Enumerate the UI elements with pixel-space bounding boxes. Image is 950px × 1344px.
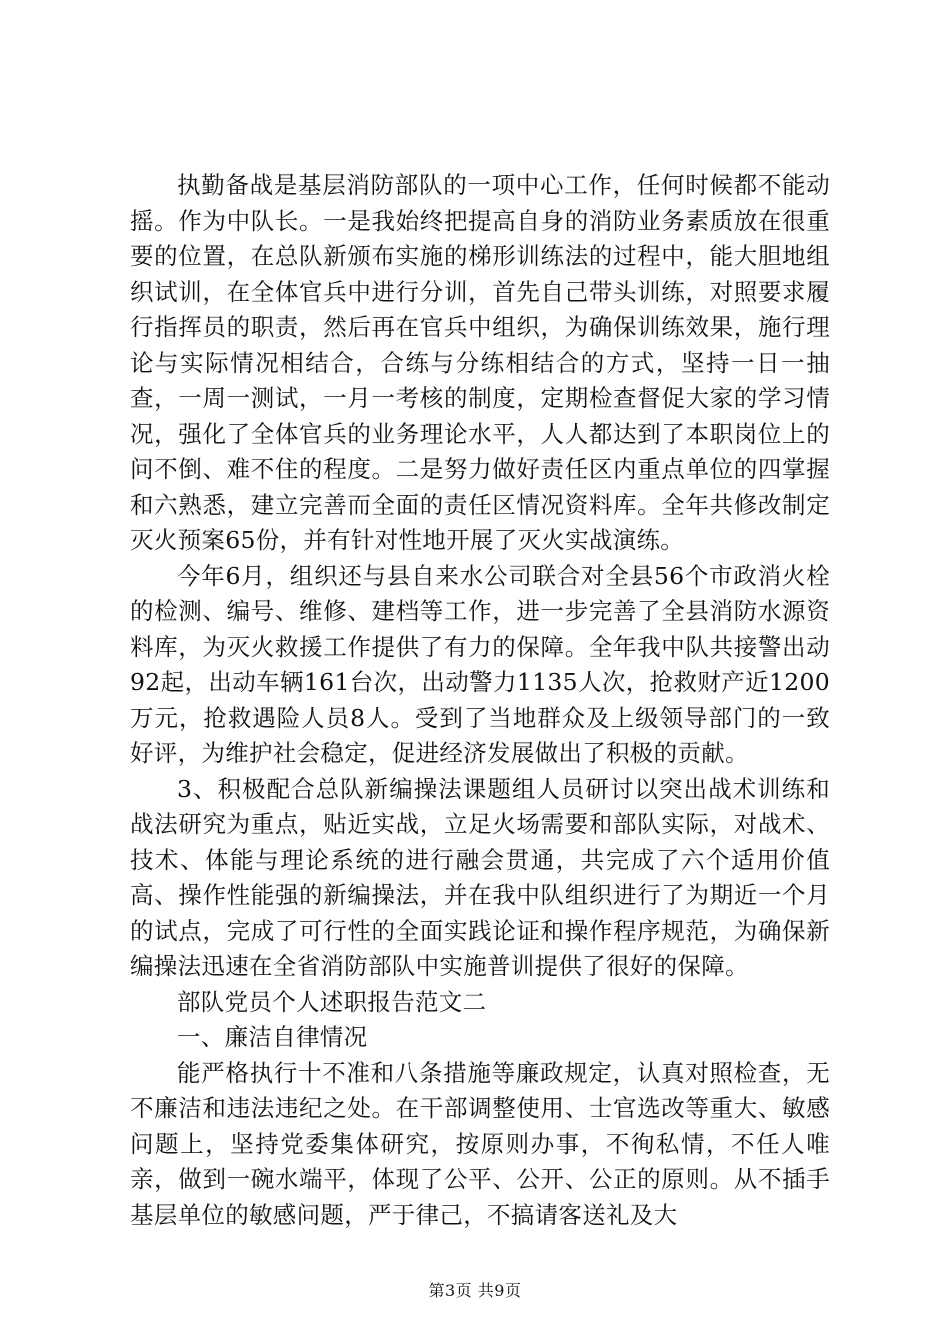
paragraph-june-hydrants: 今年6月，组织还与县自来水公司联合对全县56个市政消火栓的检测、编号、维修、建档等工作，进一步完善了全县消防水源资料库，为灭火救援工作提供了有力的保障。全年我中队共接警出动92起，出动车辆161台次，出动警力1135人次，抢救财产近1200万元，抢救遇险人员8人。受到了当地群众及上级领导部门的一致好评，为维护社会稳定，促进经济发展做出了积极的贡献。 [130, 561, 830, 767]
paragraph-integrity: 能严格执行十不准和八条措施等廉政规定，认真对照检查，无不廉洁和违法违纪之处。在干部调整使用、士官选改等重大、敏感问题上，坚持党委集体研究，按原则办事，不徇私情，不任人唯亲，做到一碗水端平，体现了公平、公开、公正的原则。从不插手基层单位的敏感问题，严于律己，不搞请客送礼及大 [130, 1058, 830, 1229]
subsection-heading: 一、廉洁自律情况 [177, 1023, 368, 1051]
page-number-footer: 第3页 共9页 [428, 1281, 522, 1300]
section-title: 部队党员个人述职报告范文二 [177, 987, 487, 1016]
paragraph-duty-readiness: 执勤备战是基层消防部队的一项中心工作，任何时候都不能动摇。作为中队长。一是我始终把提高自身的消防业务素质放在很重要的位置，在总队新颁布实施的梯形训练法的过程中，能大胆地组织试训，在全体官兵中进行分训，首先自己带头训练，对照要求履行指挥员的职责，然后再在官兵中组织，为确保训练效果，施行理论与实际情况相结合，合练与分练相结合的方式，坚持一日一抽查，一周一测试，一月一考核的制度，定期检查督促大家的学习情况，强化了全体官兵的业务理论水平，人人都达到了本职岗位上的问不倒、难不住的程度。二是努力做好责任区内重点单位的四掌握和六熟悉，建立完善而全面的责任区情况资料库。全年共修改制定灭火预案65份，并有针对性地开展了灭火实战演练。 [130, 171, 830, 554]
paragraph-new-drills: 3、积极配合总队新编操法课题组人员研讨以突出战术训练和战法研究为重点，贴近实战，立足火场需要和部队实际，对战术、技术、体能与理论系统的进行融会贯通，共完成了六个适用价值高、操作性能强的新编操法，并在我中队组织进行了为期近一个月的试点，完成了可行性的全面实践论证和操作程序规范，为确保新编操法迅速在全省消防部队中实施普训提供了很好的保障。 [130, 774, 830, 980]
document-body [130, 168, 830, 1233]
